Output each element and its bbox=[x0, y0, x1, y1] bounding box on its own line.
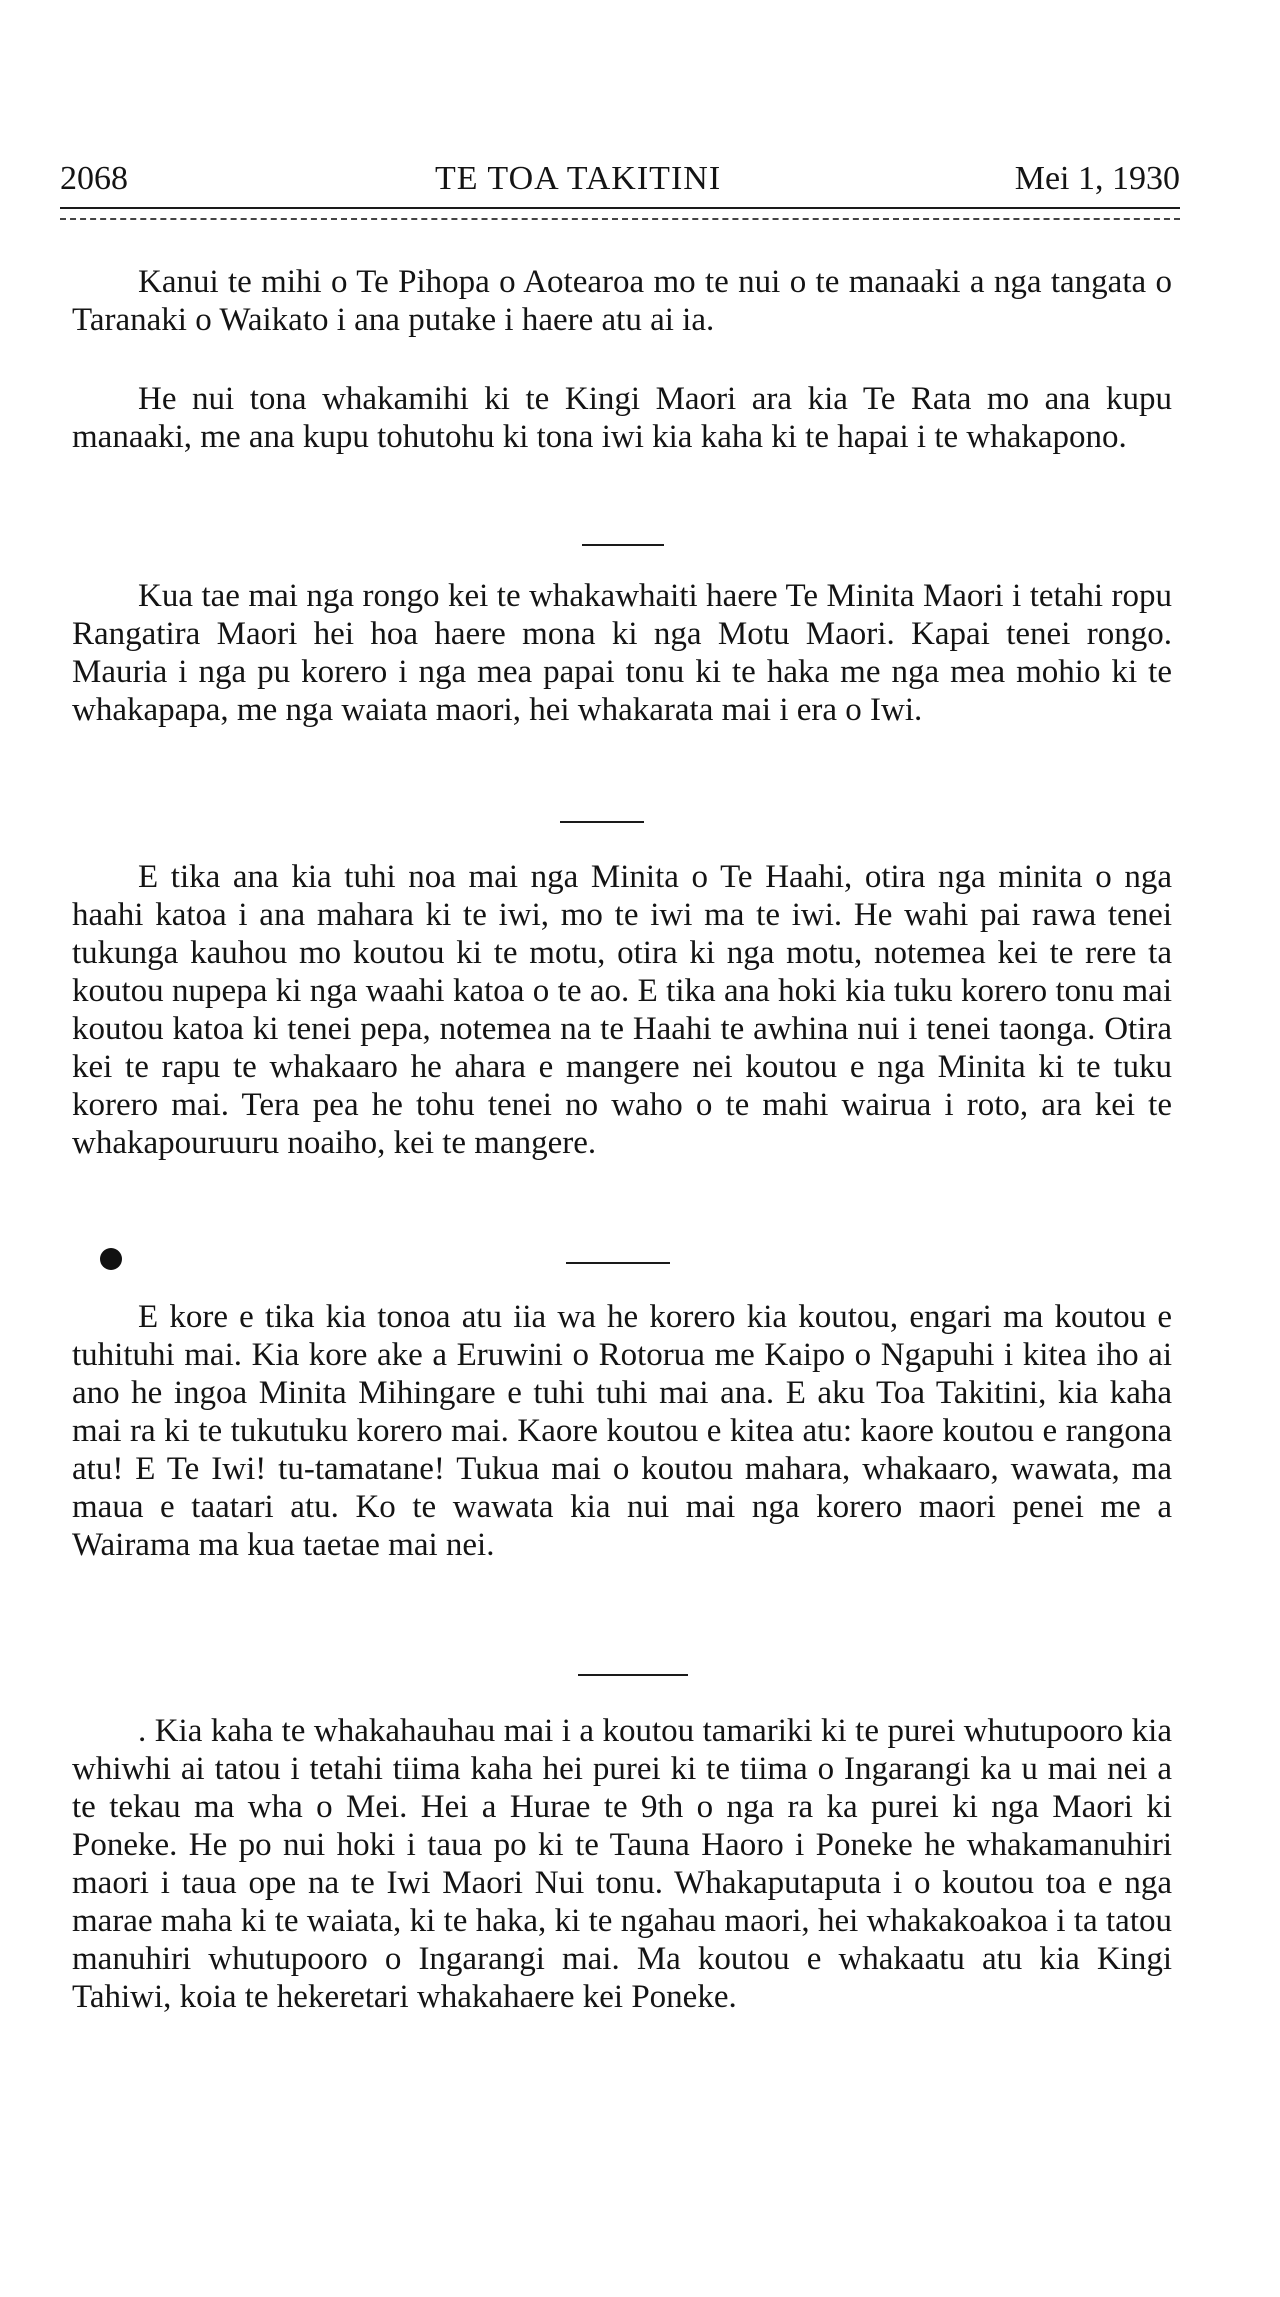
running-head bbox=[60, 160, 1180, 206]
header-rule-dashed bbox=[60, 218, 1180, 220]
newspaper-title: TE TOA TAKITINI bbox=[435, 160, 722, 197]
paragraph-bishop-thanks: Kanui te mihi o Te Pihopa o Aotearoa mo te nui o te manaaki a nga tangata o Taranaki o Waikato i ana putake i haere atu ai ia. bbox=[72, 264, 1172, 338]
paragraph-send-news: E kore e tika kia tonoa atu iia wa he korero kia koutou, engari ma koutou e tuhituhi mai. Kia kore ake a Eruwini o Rotorua me Kaipo o Ngapuhi i kitea iho ai ano he ingoa Minita Mihingare e tuhi tuhi mai ana. E aku Toa Takitini, kia kaha mai ra ki te tukutuku korero mai. Kaore koutou e kitea atu: kaore koutou e rangona atu! E Te Iwi! tu-tamatane! Tukua mai o koutou mahara, whakaaro, wawata, ma maua e taatari atu. Ko te wawata kia nui mai nga korero maori penei me a Wairama ma kua taetae mai nei. bbox=[72, 1299, 1172, 1563]
section-divider bbox=[578, 1674, 688, 1676]
paragraph-ministers-write: E tika ana kia tuhi noa mai nga Minita o Te Haahi, otira nga minita o nga haahi katoa i ana mahara ki te iwi, mo te iwi ma te iwi. He wahi pai rawa tenei tukunga kauhou mo koutou ki te motu, otira ki nga motu, notemea kei te rere ta koutou nupepa ki nga waahi katoa o te ao. E tika ana hoki kia tuku korero tonu mai koutou katoa ki tenei pepa, notemea na te Haahi te awhina nui i tenei taonga. Otira kei te rapu te whakaaro he ahara e mangere nei koutou e nga Minita ki te tuku korero mai. Tera pea he tohu tenei no waho o te mahi wairua i roto, ara kei te whakapouruuru noaiho, kei te mangere. bbox=[72, 859, 1172, 1161]
paragraph-king-praise: He nui tona whakamihi ki te Kingi Maori ara kia Te Rata mo ana kupu manaaki, me ana kupu tohutohu ki tona iwi kia kaha ki te hapai i te whakapono. bbox=[72, 381, 1172, 455]
bullet-mark bbox=[100, 1248, 122, 1270]
paragraph-minister-party: Kua tae mai nga rongo kei te whakawhaiti haere Te Minita Maori i tetahi ropu Rangatira Maori hei hoa haere mona ki nga Motu Maori. Kapai tenei rongo. Mauria i nga pu korero i nga mea papai tonu ki te haka me nga mea mohio ki te whakapapa, me nga waiata maori, hei whakarata mai i era o Iwi. bbox=[72, 578, 1172, 728]
section-divider bbox=[566, 1262, 670, 1264]
header-rule bbox=[60, 207, 1180, 209]
issue-date: Mei 1, 1930 bbox=[1014, 160, 1180, 197]
page-number: 2068 bbox=[60, 160, 128, 197]
section-divider bbox=[582, 544, 664, 546]
paragraph-football: . Kia kaha te whakahauhau mai i a koutou tamariki ki te purei whutupooro kia whiwhi ai tatou i tetahi tiima kaha hei purei ki te tiima o Ingarangi ka u mai nei a te tekau ma wha o Mei. Hei a Hurae te 9th o nga ra ka purei ki nga Maori ki Poneke. He po nui hoki i taua po ki te Tauna Haoro i Poneke he whakamanuhiri maori i taua ope na te Iwi Maori Nui tonu. Whakaputaputa i o koutou toa e nga marae maha ki te waiata, ki te haka, ki te ngahau maori, hei whakakoakoa i ta tatou manuhiri whutupooro o Ingarangi mai. Ma koutou e whakaatu atu kia Kingi Tahiwi, koia te hekeretari whakahaere kei Poneke. bbox=[72, 1713, 1172, 2015]
section-divider bbox=[560, 821, 644, 823]
